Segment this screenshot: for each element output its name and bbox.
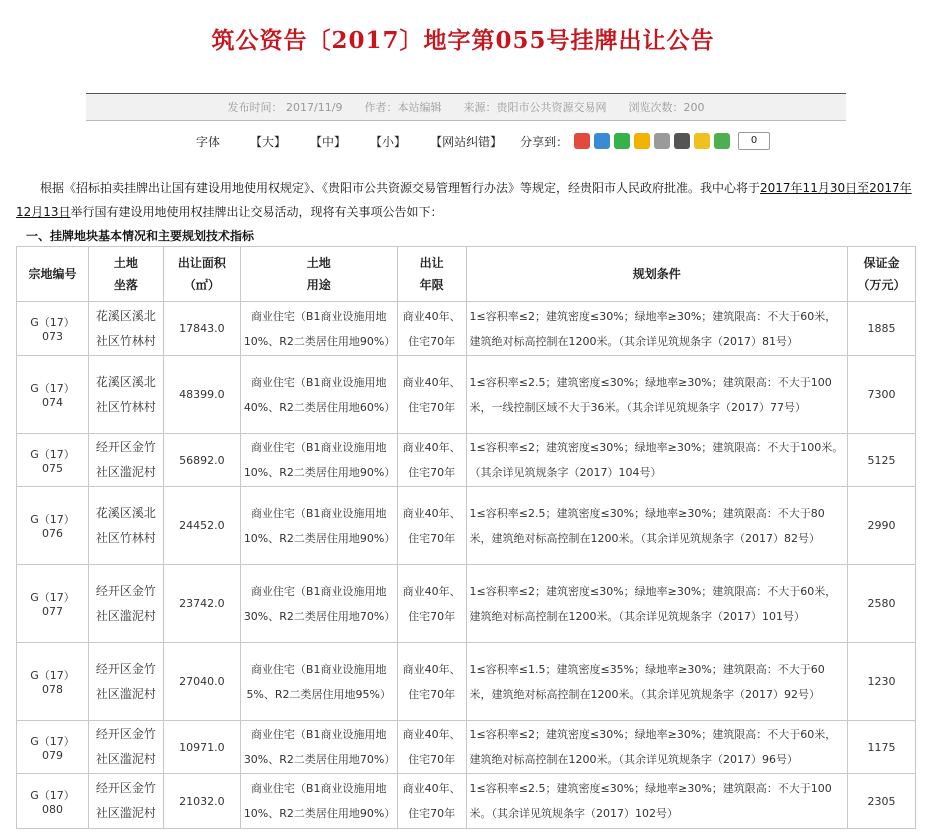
area-cell: 21032.0 <box>163 774 240 829</box>
table-row <box>17 434 916 487</box>
code-cell: G（17）078 <box>17 643 89 721</box>
table-row <box>17 356 916 434</box>
code-cell: G（17）074 <box>17 356 89 434</box>
term-cell: 商业40年、 住宅70年 <box>397 774 466 829</box>
weibo-icon[interactable] <box>574 133 590 149</box>
deposit-cell: 2990 <box>848 487 916 565</box>
intro-text-2: 举行国有建设用地使用权挂牌出让交易活动，现将有关事项公告如下： <box>70 205 443 219</box>
use-cell: 商业住宅（B1商业设施用地 10%、R2二类居住用地90%） <box>240 302 397 356</box>
share-counter: 0 <box>738 132 770 150</box>
font-small-button[interactable]: 【小】 <box>370 134 407 149</box>
term-cell: 商业40年、 住宅70年 <box>397 302 466 356</box>
header-area: 出让面积 （㎡） <box>163 247 240 302</box>
area-cell: 17843.0 <box>163 302 240 356</box>
land-plots-table <box>16 246 916 829</box>
source: 来源：贵阳市公共资源交易网 <box>463 101 607 114</box>
area-cell: 24452.0 <box>163 487 240 565</box>
table-row <box>17 565 916 643</box>
location-cell: 花溪区溪北 社区竹林村 <box>88 356 163 434</box>
code-cell: G（17）079 <box>17 721 89 774</box>
code-cell: G（17）080 <box>17 774 89 829</box>
term-cell: 商业40年、 住宅70年 <box>397 643 466 721</box>
deposit-cell: 5125 <box>848 434 916 487</box>
code-cell: G（17）076 <box>17 487 89 565</box>
page-title: 筑公资告〔2017〕地字第055号挂牌出让公告 <box>211 27 715 54</box>
location-cell: 经开区金竹 社区滥泥村 <box>88 774 163 829</box>
plan-cell: 1≤容积率≤2；建筑密度≤30%；绿地率≥30%；建筑限高：不大于60米，建筑绝对标高控制在1200米。（其余详见筑规条字（2017）101号） <box>466 565 847 643</box>
location-cell: 经开区金竹 社区滥泥村 <box>88 565 163 643</box>
area-cell: 23742.0 <box>163 565 240 643</box>
location-cell: 经开区金竹 社区滥泥村 <box>88 643 163 721</box>
deposit-cell: 1885 <box>848 302 916 356</box>
plan-cell: 1≤容积率≤2；建筑密度≤30%；绿地率≥30%；建筑限高：不大于100米。（其余详见筑规条字（2017）104号） <box>466 434 847 487</box>
intro-date-range: 2017年11月30日至2017年12月13日 <box>16 181 912 219</box>
code-cell: G（17）073 <box>17 302 89 356</box>
code-cell: G（17）075 <box>17 434 89 487</box>
location-cell: 花溪区溪北 社区竹林村 <box>88 302 163 356</box>
deposit-cell: 2305 <box>848 774 916 829</box>
use-cell: 商业住宅（B1商业设施用地 10%、R2二类居住用地90%） <box>240 487 397 565</box>
header-deposit: 保证金 （万元） <box>848 247 916 302</box>
author: 作者：本站编辑 <box>364 101 442 114</box>
header-plan: 规划条件 <box>466 247 847 302</box>
site-correction-link[interactable]: 【网站纠错】 <box>430 134 503 149</box>
font-large-button[interactable]: 【大】 <box>250 134 287 149</box>
area-cell: 10971.0 <box>163 721 240 774</box>
plan-cell: 1≤容积率≤2.5；建筑密度≤30%；绿地率≥30%；建筑限高：不大于100米，一线控制区域不大于36米。（其余详见筑规条字（2017）77号） <box>466 356 847 434</box>
view-count: 浏览次数：200 <box>628 101 705 114</box>
share-label: 分享到： <box>520 134 569 149</box>
use-cell: 商业住宅（B1商业设施用地 10%、R2二类居住用地90%） <box>240 434 397 487</box>
deposit-cell: 2580 <box>848 565 916 643</box>
qzone-icon[interactable] <box>594 133 610 149</box>
header-location: 土地 坐落 <box>88 247 163 302</box>
table-row <box>17 643 916 721</box>
location-cell: 经开区金竹 社区滥泥村 <box>88 721 163 774</box>
area-cell: 27040.0 <box>163 643 240 721</box>
email-icon[interactable] <box>694 133 710 149</box>
table-row <box>17 487 916 565</box>
area-cell: 48399.0 <box>163 356 240 434</box>
plan-cell: 1≤容积率≤2.5；建筑密度≤30%；绿地率≥30%；建筑限高：不大于80米，建筑绝对标高控制在1200米。（其余详见筑规条字（2017）82号） <box>466 487 847 565</box>
intro-paragraph <box>16 176 916 224</box>
use-cell: 商业住宅（B1商业设施用地 30%、R2二类居住用地70%） <box>240 565 397 643</box>
table-row <box>17 721 916 774</box>
plan-cell: 1≤容积率≤2；建筑密度≤30%；绿地率≥30%；建筑限高：不大于60米，建筑绝对标高控制在1200米。（其余详见筑规条字（2017）96号） <box>466 721 847 774</box>
header-use: 土地 用途 <box>240 247 397 302</box>
use-cell: 商业住宅（B1商业设施用地 5%、R2二类居住用地95%） <box>240 643 397 721</box>
table-row <box>17 774 916 829</box>
deposit-cell: 1230 <box>848 643 916 721</box>
font-size-label: 字体 <box>196 134 221 149</box>
location-cell: 花溪区溪北 社区竹林村 <box>88 487 163 565</box>
area-cell: 56892.0 <box>163 434 240 487</box>
term-cell: 商业40年、 住宅70年 <box>397 487 466 565</box>
term-cell: 商业40年、 住宅70年 <box>397 434 466 487</box>
location-cell: 经开区金竹 社区滥泥村 <box>88 434 163 487</box>
table-row <box>17 302 916 356</box>
header-term: 出让 年限 <box>397 247 466 302</box>
wechat-icon[interactable] <box>614 133 630 149</box>
plan-cell: 1≤容积率≤2.5；建筑密度≤30%；绿地率≥30%；建筑限高：不大于100米。（其余详见筑规条字（2017）102号） <box>466 774 847 829</box>
use-cell: 商业住宅（B1商业设施用地 40%、R2二类居住用地60%） <box>240 356 397 434</box>
term-cell: 商业40年、 住宅70年 <box>397 565 466 643</box>
article-meta-bar <box>86 93 846 121</box>
intro-text-1: 根据《招标拍卖挂牌出让国有建设用地使用权规定》、《贵阳市公共资源交易管理暂行办法》等规定，经贵阳市人民政府批准。我中心将于 <box>40 181 761 195</box>
font-medium-button[interactable]: 【中】 <box>310 134 347 149</box>
plus-icon[interactable] <box>714 133 730 149</box>
share-icons <box>574 133 734 149</box>
use-cell: 商业住宅（B1商业设施用地 30%、R2二类居住用地70%） <box>240 721 397 774</box>
section-heading: 一、挂牌地块基本情况和主要规划技术指标 <box>26 229 255 243</box>
plan-cell: 1≤容积率≤2；建筑密度≤30%；绿地率≥30%；建筑限高：不大于60米，建筑绝对标高控制在1200米。（其余详见筑规条字（2017）81号） <box>466 302 847 356</box>
code-cell: G（17）077 <box>17 565 89 643</box>
deposit-cell: 7300 <box>848 356 916 434</box>
use-cell: 商业住宅（B1商业设施用地 10%、R2二类居住用地90%） <box>240 774 397 829</box>
publish-time: 发布时间： 2017/11/9 <box>227 101 343 114</box>
term-cell: 商业40年、 住宅70年 <box>397 356 466 434</box>
favorite-icon[interactable] <box>634 133 650 149</box>
article-toolbar <box>196 131 770 151</box>
term-cell: 商业40年、 住宅70年 <box>397 721 466 774</box>
deposit-cell: 1175 <box>848 721 916 774</box>
copy-icon[interactable] <box>654 133 670 149</box>
plan-cell: 1≤容积率≤1.5；建筑密度≤35%；绿地率≥30%；建筑限高：不大于60米，建筑绝对标高控制在1200米。（其余详见筑规条字（2017）92号） <box>466 643 847 721</box>
header-code: 宗地编号 <box>17 247 89 302</box>
print-icon[interactable] <box>674 133 690 149</box>
table-header-row <box>17 247 916 302</box>
